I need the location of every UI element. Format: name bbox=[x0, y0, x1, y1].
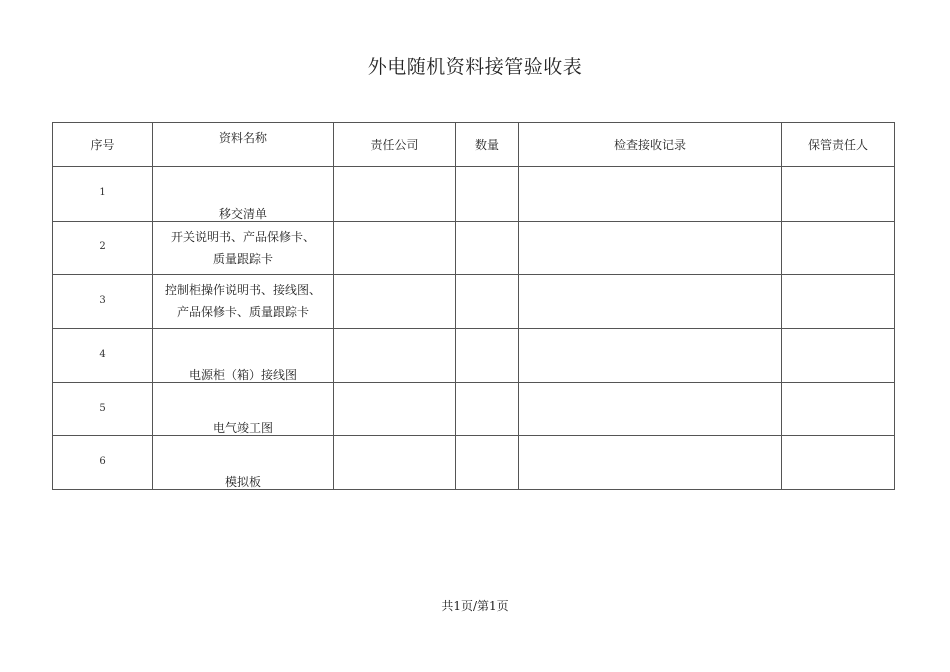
header-quantity: 数量 bbox=[456, 123, 519, 167]
inspection-cell bbox=[519, 167, 782, 222]
seq-number: 6 bbox=[99, 456, 106, 467]
quantity-cell bbox=[456, 222, 519, 275]
custodian-cell bbox=[782, 383, 895, 436]
table-row bbox=[53, 275, 895, 329]
seq-number: 1 bbox=[99, 187, 106, 198]
document-name: 电气竣工图 bbox=[212, 421, 273, 435]
seq-cell bbox=[53, 275, 153, 329]
table-row bbox=[53, 383, 895, 436]
company-cell bbox=[334, 222, 456, 275]
company-cell bbox=[334, 167, 456, 222]
document-name: 电源柜（箱）接线图 bbox=[188, 368, 297, 382]
custodian-cell bbox=[782, 275, 895, 329]
custodian-cell bbox=[782, 329, 895, 383]
document-name-line: 控制柜操作说明书、接线图、 bbox=[164, 283, 321, 297]
seq-cell bbox=[53, 383, 153, 436]
table-row bbox=[53, 329, 895, 383]
document-name-line: 开关说明书、产品保修卡、 bbox=[170, 230, 315, 244]
seq-number: 5 bbox=[99, 403, 106, 414]
inspection-cell bbox=[519, 275, 782, 329]
seq-cell bbox=[53, 436, 153, 490]
inspection-cell bbox=[519, 329, 782, 383]
table-row bbox=[53, 222, 895, 275]
header-row bbox=[53, 123, 895, 167]
seq-cell bbox=[53, 222, 153, 275]
company-cell bbox=[334, 275, 456, 329]
seq-number: 2 bbox=[99, 241, 106, 252]
quantity-cell bbox=[456, 383, 519, 436]
seq-number: 4 bbox=[99, 349, 106, 360]
name-cell bbox=[153, 222, 334, 275]
name-cell bbox=[153, 329, 334, 383]
custodian-cell bbox=[782, 436, 895, 490]
name-cell bbox=[153, 383, 334, 436]
quantity-cell bbox=[456, 167, 519, 222]
document-title: 外电随机资料接管验收表 bbox=[367, 56, 583, 78]
document-name: 移交清单 bbox=[218, 207, 267, 221]
seq-number: 3 bbox=[99, 295, 106, 306]
inspection-cell bbox=[519, 383, 782, 436]
page-number: 共1页/第1页 bbox=[441, 599, 509, 613]
name-cell bbox=[153, 275, 334, 329]
table-row bbox=[53, 436, 895, 490]
quantity-cell bbox=[456, 275, 519, 329]
custodian-cell bbox=[782, 222, 895, 275]
header-seq: 序号 bbox=[53, 123, 153, 167]
document-name bbox=[153, 279, 333, 323]
custodian-cell bbox=[782, 167, 895, 222]
document-name: 模拟板 bbox=[224, 475, 261, 489]
seq-cell bbox=[53, 167, 153, 222]
seq-cell bbox=[53, 329, 153, 383]
document-name-line: 产品保修卡、质量跟踪卡 bbox=[176, 305, 309, 319]
header-company: 责任公司 bbox=[334, 123, 456, 167]
inspection-cell bbox=[519, 222, 782, 275]
document-name bbox=[153, 226, 333, 270]
quantity-cell bbox=[456, 436, 519, 490]
header-name: 资料名称 bbox=[153, 123, 334, 167]
quantity-cell bbox=[456, 329, 519, 383]
company-cell bbox=[334, 329, 456, 383]
header-custodian: 保管责任人 bbox=[782, 123, 895, 167]
name-cell bbox=[153, 436, 334, 490]
table-row bbox=[53, 167, 895, 222]
inspection-cell bbox=[519, 436, 782, 490]
company-cell bbox=[334, 383, 456, 436]
header-inspection: 检查接收记录 bbox=[519, 123, 782, 167]
company-cell bbox=[334, 436, 456, 490]
acceptance-table bbox=[52, 122, 895, 490]
document-name-line: 质量跟踪卡 bbox=[212, 252, 273, 266]
name-cell bbox=[153, 167, 334, 222]
